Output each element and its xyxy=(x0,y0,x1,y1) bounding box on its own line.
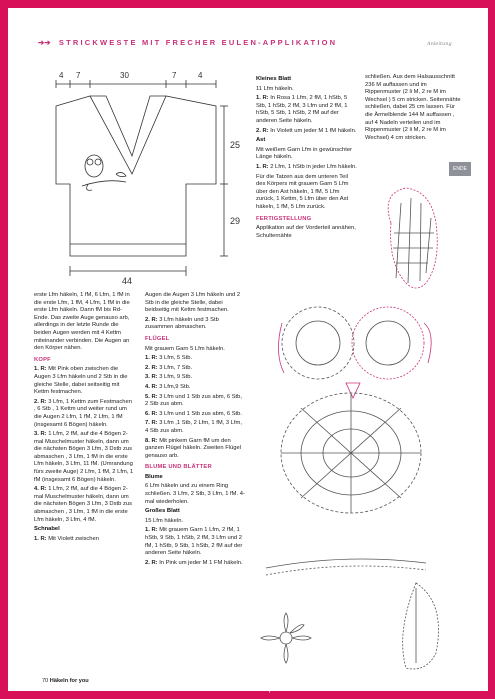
col4-text: schließen. Aus dem Halsausschnitt 236 M auffassen und im Rippenmuster (2 li M, 2 re M im Wechsel ) 5 cm stricken. Seitennähte schließen, dabei 25 cm lassen. Für die Ärmelblende 144 M auffassen , auf 4 Nadeln verteilen und im Rippenmuster (2 li M, 2 re M im Wechsel) 4 cm stricken. xyxy=(365,74,461,141)
wing-diagram xyxy=(388,188,437,288)
dim-bottom: 44 xyxy=(122,276,133,286)
blume-text: 6 Lfm häkeln und zu einem Ring schließen. 3 Lfm, 2 Stb, 3 Lfm, 1 fM. 4-mal wiederholen. xyxy=(145,483,245,505)
col2-intro: Augen die Augen 3 Lfm häkeln und 2 Stb in die gleiche Stelle, dabei beidseitig mit Kettm festmachen. xyxy=(145,292,241,314)
text-column-2 xyxy=(145,292,245,569)
beak-diagram xyxy=(346,383,360,398)
page-footer xyxy=(42,678,89,684)
fluegel-row: 1. R: 3 Lfm, 5 Stb. xyxy=(145,355,193,362)
blume-subheading: Blume xyxy=(145,473,163,480)
vest-schematic xyxy=(46,66,246,286)
dim-side-2: 29 xyxy=(230,216,241,226)
large-leaf-diagram xyxy=(403,583,439,669)
dim-top-4: 7 xyxy=(172,71,177,80)
fluegel-rows xyxy=(145,355,245,460)
ast-row-1: 1. R: 2 Lfm, 1 hStb in jeder Lfm häkeln. xyxy=(256,163,357,170)
header-title: STRICKWESTE MIT FRECHER EULEN-APPLIKATION xyxy=(58,38,338,47)
kleines-blatt-row-1: 1. R: In Rosa 1 Lfm, 2 fM, 1 hStb, 5 Stb, 1 hStb, 2 fM, 3 Lfm und 2 fM, 1 hStb, 5 Stb, 1 hStb, 2 fM auf der anderen Seite häkeln. xyxy=(256,95,348,124)
fertigstellung-heading: FERTIGSTELLUNG xyxy=(256,215,312,222)
fluegel-row: 7. R: 3 Lfm ,1 Stb, 2 Lfm, 1 fM, 3 Lfm, 4 Stb zus abm. xyxy=(145,420,242,434)
fluegel-row: 2. R: 3 Lfm, 7 Stb. xyxy=(145,364,193,371)
grosses-blatt-heading: Großes Blatt xyxy=(145,508,180,515)
header-arrows-icon: ➔➔ xyxy=(38,38,51,47)
grosses-blatt-row-1: 1. R: Mit grauem Garn 1 Lfm, 2 fM, 1 hStb, 9 Stb, 1 hStb, 2 fM, 3 Lfm und 2 fM, 1 hStb, 9 Stb, 1 hStb, 2 fM auf der anderen Seite häkeln. xyxy=(145,527,243,557)
fluegel-row: 5. R: 3 Lfm und 1 Stb zus abm, 6 Stb, 2 Stb zus abm. xyxy=(145,393,242,408)
kopf-row-2: 2. R: 3 Lfm, 1 Kettm zum Festmachen , 6 Stb , 1 Kettm und weiter rund um die Augen 2 Lfm, 1 fM, 2 Lfm, 1 fM (insgesamt 6 Bögen) häkeln. xyxy=(34,398,132,428)
schnabel-heading: Schnabel xyxy=(34,526,60,533)
dim-side-1: 25 xyxy=(230,140,241,150)
kleines-blatt-row-2: 2. R: In Violett um jeder M 1 fM häkeln. xyxy=(256,127,357,134)
dim-top-3: 30 xyxy=(120,71,129,80)
header-script-label: Anleitung xyxy=(427,41,452,47)
ast-text: Für die Tatzen aus dem unteren Teil des Körpers mit grauem Garn 5 Lfm über den Ast häkeln, 1 fM, 5 Lfm zurück, 1 Kettm, 5 Lfm über den Ast häkeln, 1 fM, 5 Lfm zurück. xyxy=(256,173,349,210)
fluegel-intro: Mit grauem Garn 5 Lfm häkeln. xyxy=(145,345,225,352)
blume-heading: BLUME UND BLÄTTER xyxy=(145,464,212,471)
dim-top-2: 7 xyxy=(76,71,81,80)
text-column-1 xyxy=(34,292,134,545)
eyes-diagram xyxy=(278,307,431,379)
grosses-blatt-row-2: 2. R: In Pink um jeder M 1 FM häkeln. xyxy=(145,559,243,566)
source-watermark: http://www.liveinternet.ru/users/4107042/ xyxy=(255,686,440,694)
kopf-row-3: 3. R: 1 Lfm, 2 fM, auf die 4 Bögen 2-mal Muschelmuster häkeln, dann um die nächsten Bögen 3 Lfm, 3 Dstb zus abmaschen , 3 Lfm, 1 fM in die erste Lfm häkeln, 3 Lfm, 11 fM. (Umrandung fürs zweite Auge) 2 Lfm, 1 fM, 2 Lfm, 1 fM (insgesamt 6 Bögen) häkeln. xyxy=(34,431,134,483)
fertigstellung-text: Applikation auf der Vorderteil annähen, Schulternähte xyxy=(256,225,356,239)
kleines-blatt-heading: Kleines Blatt xyxy=(256,76,292,82)
grosses-blatt-intro: 15 Lfm häkeln. xyxy=(145,517,184,524)
magazine-page xyxy=(8,8,488,691)
ende-badge: ENDE xyxy=(449,162,471,176)
col1-intro: erste Lfm häkeln, 1 fM, 6 Lfm, 1 fM in die erste Lfm, 1 fM, 4 Lfm, 1 fM in die erste Lfm häkeln. Dann fM bis Rd-Ende. Das zweite Auge genauso arb, allerdings in der letzte Runde die beiden Augen werden mit 4 Kettm miteinander verbinden. Die Augen an den Körper nähen. xyxy=(34,292,130,352)
fluegel-row: 6. R: 3 Lfm und 1 Stb zus abm, 6 Stb. xyxy=(145,410,242,417)
body-diagram xyxy=(281,393,421,513)
kleines-blatt-intro: 11 Lfm häkeln. xyxy=(256,85,294,92)
page-header xyxy=(38,38,337,47)
ast-intro: Mit weißem Garn Lfm in gewünschter Länge häkeln. xyxy=(256,146,353,161)
fluegel-row: 4. R: 3 Lfm,9 Stb. xyxy=(145,383,191,390)
fluegel-heading: FLÜGEL xyxy=(145,335,170,342)
kopf-row-4: 4. R: 1 Lfm, 2 fM, auf die 4 Bögen 2-mal Muschelmuster häkeln, dann um die nächsten Bögen 3 Lfm, 3 Dstb zus abmaschen , 3 Lfm, 1 fM in die erste Lfm häkeln, 3 Lfm, 4 fM. xyxy=(34,486,132,523)
fluegel-row: 3. R: 3 Lfm, 9 Stb. xyxy=(145,374,193,381)
fluegel-row: 8. R: Mit pinkem Garn fM um den ganzen Flügel häkeln. Zweiten Flügel genauso arb. xyxy=(145,437,242,459)
col2-intro-row-2: 2. R: 3 Lfm häkeln und 3 Stb zusammen abmaschen. xyxy=(145,316,219,331)
kopf-heading: KOPF xyxy=(34,356,51,363)
magazine-brand: Häkeln for you xyxy=(49,678,89,684)
schnabel-row-1: 1. R: Mit Violett zwischen xyxy=(34,535,99,542)
flower-diagram xyxy=(261,613,311,663)
dim-top-5: 4 xyxy=(198,71,203,80)
crochet-diagrams xyxy=(256,183,488,683)
page-number: 70 xyxy=(42,678,49,684)
text-column-4 xyxy=(365,74,463,144)
kopf-row-1: 1. R: Mit Pink oben zwischen die Augen 3 Lfm häkeln und 2 Stb in die gleiche Stelle, dabei seitseitig mit Kettm festmachen. xyxy=(34,366,128,396)
ast-heading: Ast xyxy=(256,137,266,144)
dim-top-1: 4 xyxy=(59,71,64,80)
